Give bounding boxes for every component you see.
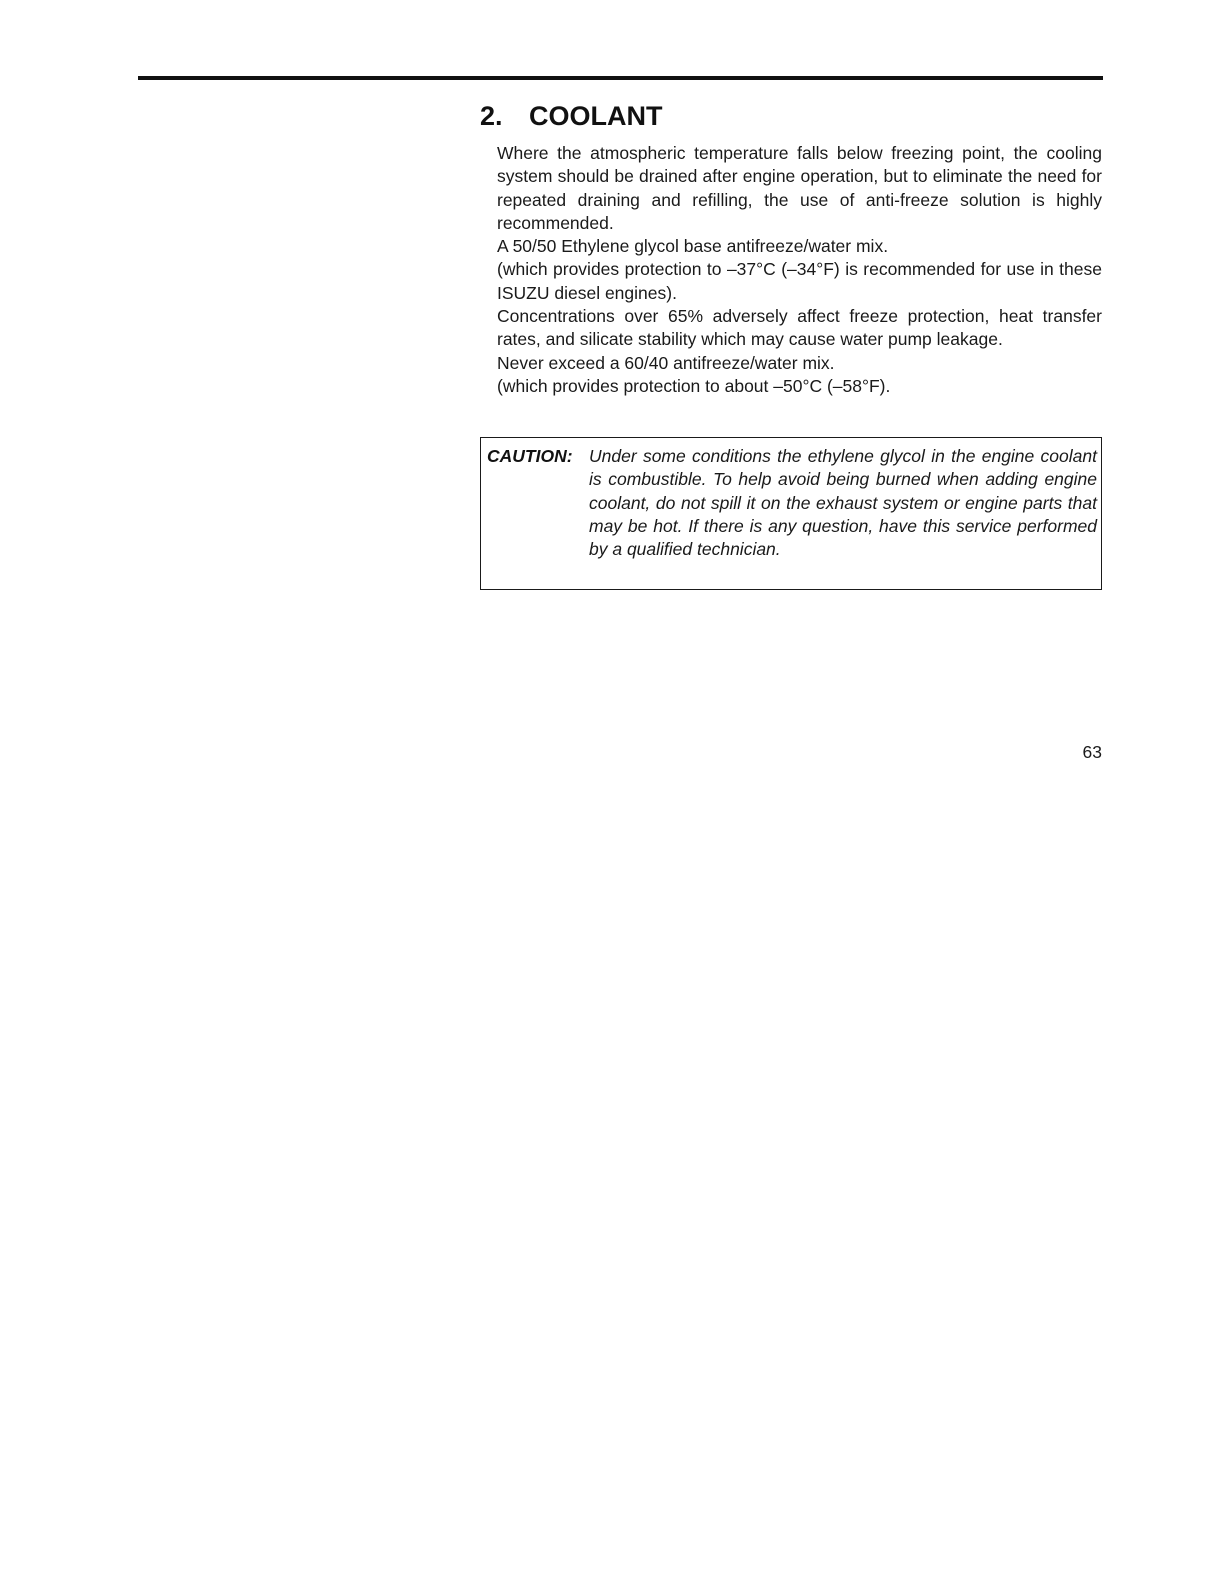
paragraph-concentration-warning: Concentrations over 65% adversely affect freeze protection, heat transfer rates, and silicate stability which may cause water pump leakage. [497,306,1102,350]
body-text [497,142,1102,398]
caution-label: CAUTION: [487,446,573,466]
header-rule [138,76,1103,80]
section-title: COOLANT [529,101,663,131]
section-number: 2. [480,101,503,131]
caution-box [480,437,1102,590]
paragraph-max-protection: (which provides protection to about –50°C (–58°F). [497,375,891,396]
paragraph-intro: Where the atmospheric temperature falls below freezing point, the cooling system should be drained after engine operation, but to eliminate the need for repeated draining and refilling, the use of anti-freeze solution is highly recommended. [497,143,1102,233]
caution-text: Under some conditions the ethylene glycol in the engine coolant is combustible. To help avoid being burned when adding engine coolant, do not spill it on the exhaust system or engine parts that may be hot. If there is any question, have this service performed by a qualified technician. [589,446,1097,560]
paragraph-mix-recommendation: A 50/50 Ethylene glycol base antifreeze/water mix. [497,236,889,257]
section-heading [480,98,662,134]
paragraph-protection-note: (which provides protection to –37°C (–34°F) is recommended for use in these ISUZU diesel engines). [497,259,1102,303]
page-number: 63 [1082,742,1102,762]
paragraph-max-mix: Never exceed a 60/40 antifreeze/water mix. [497,352,835,373]
